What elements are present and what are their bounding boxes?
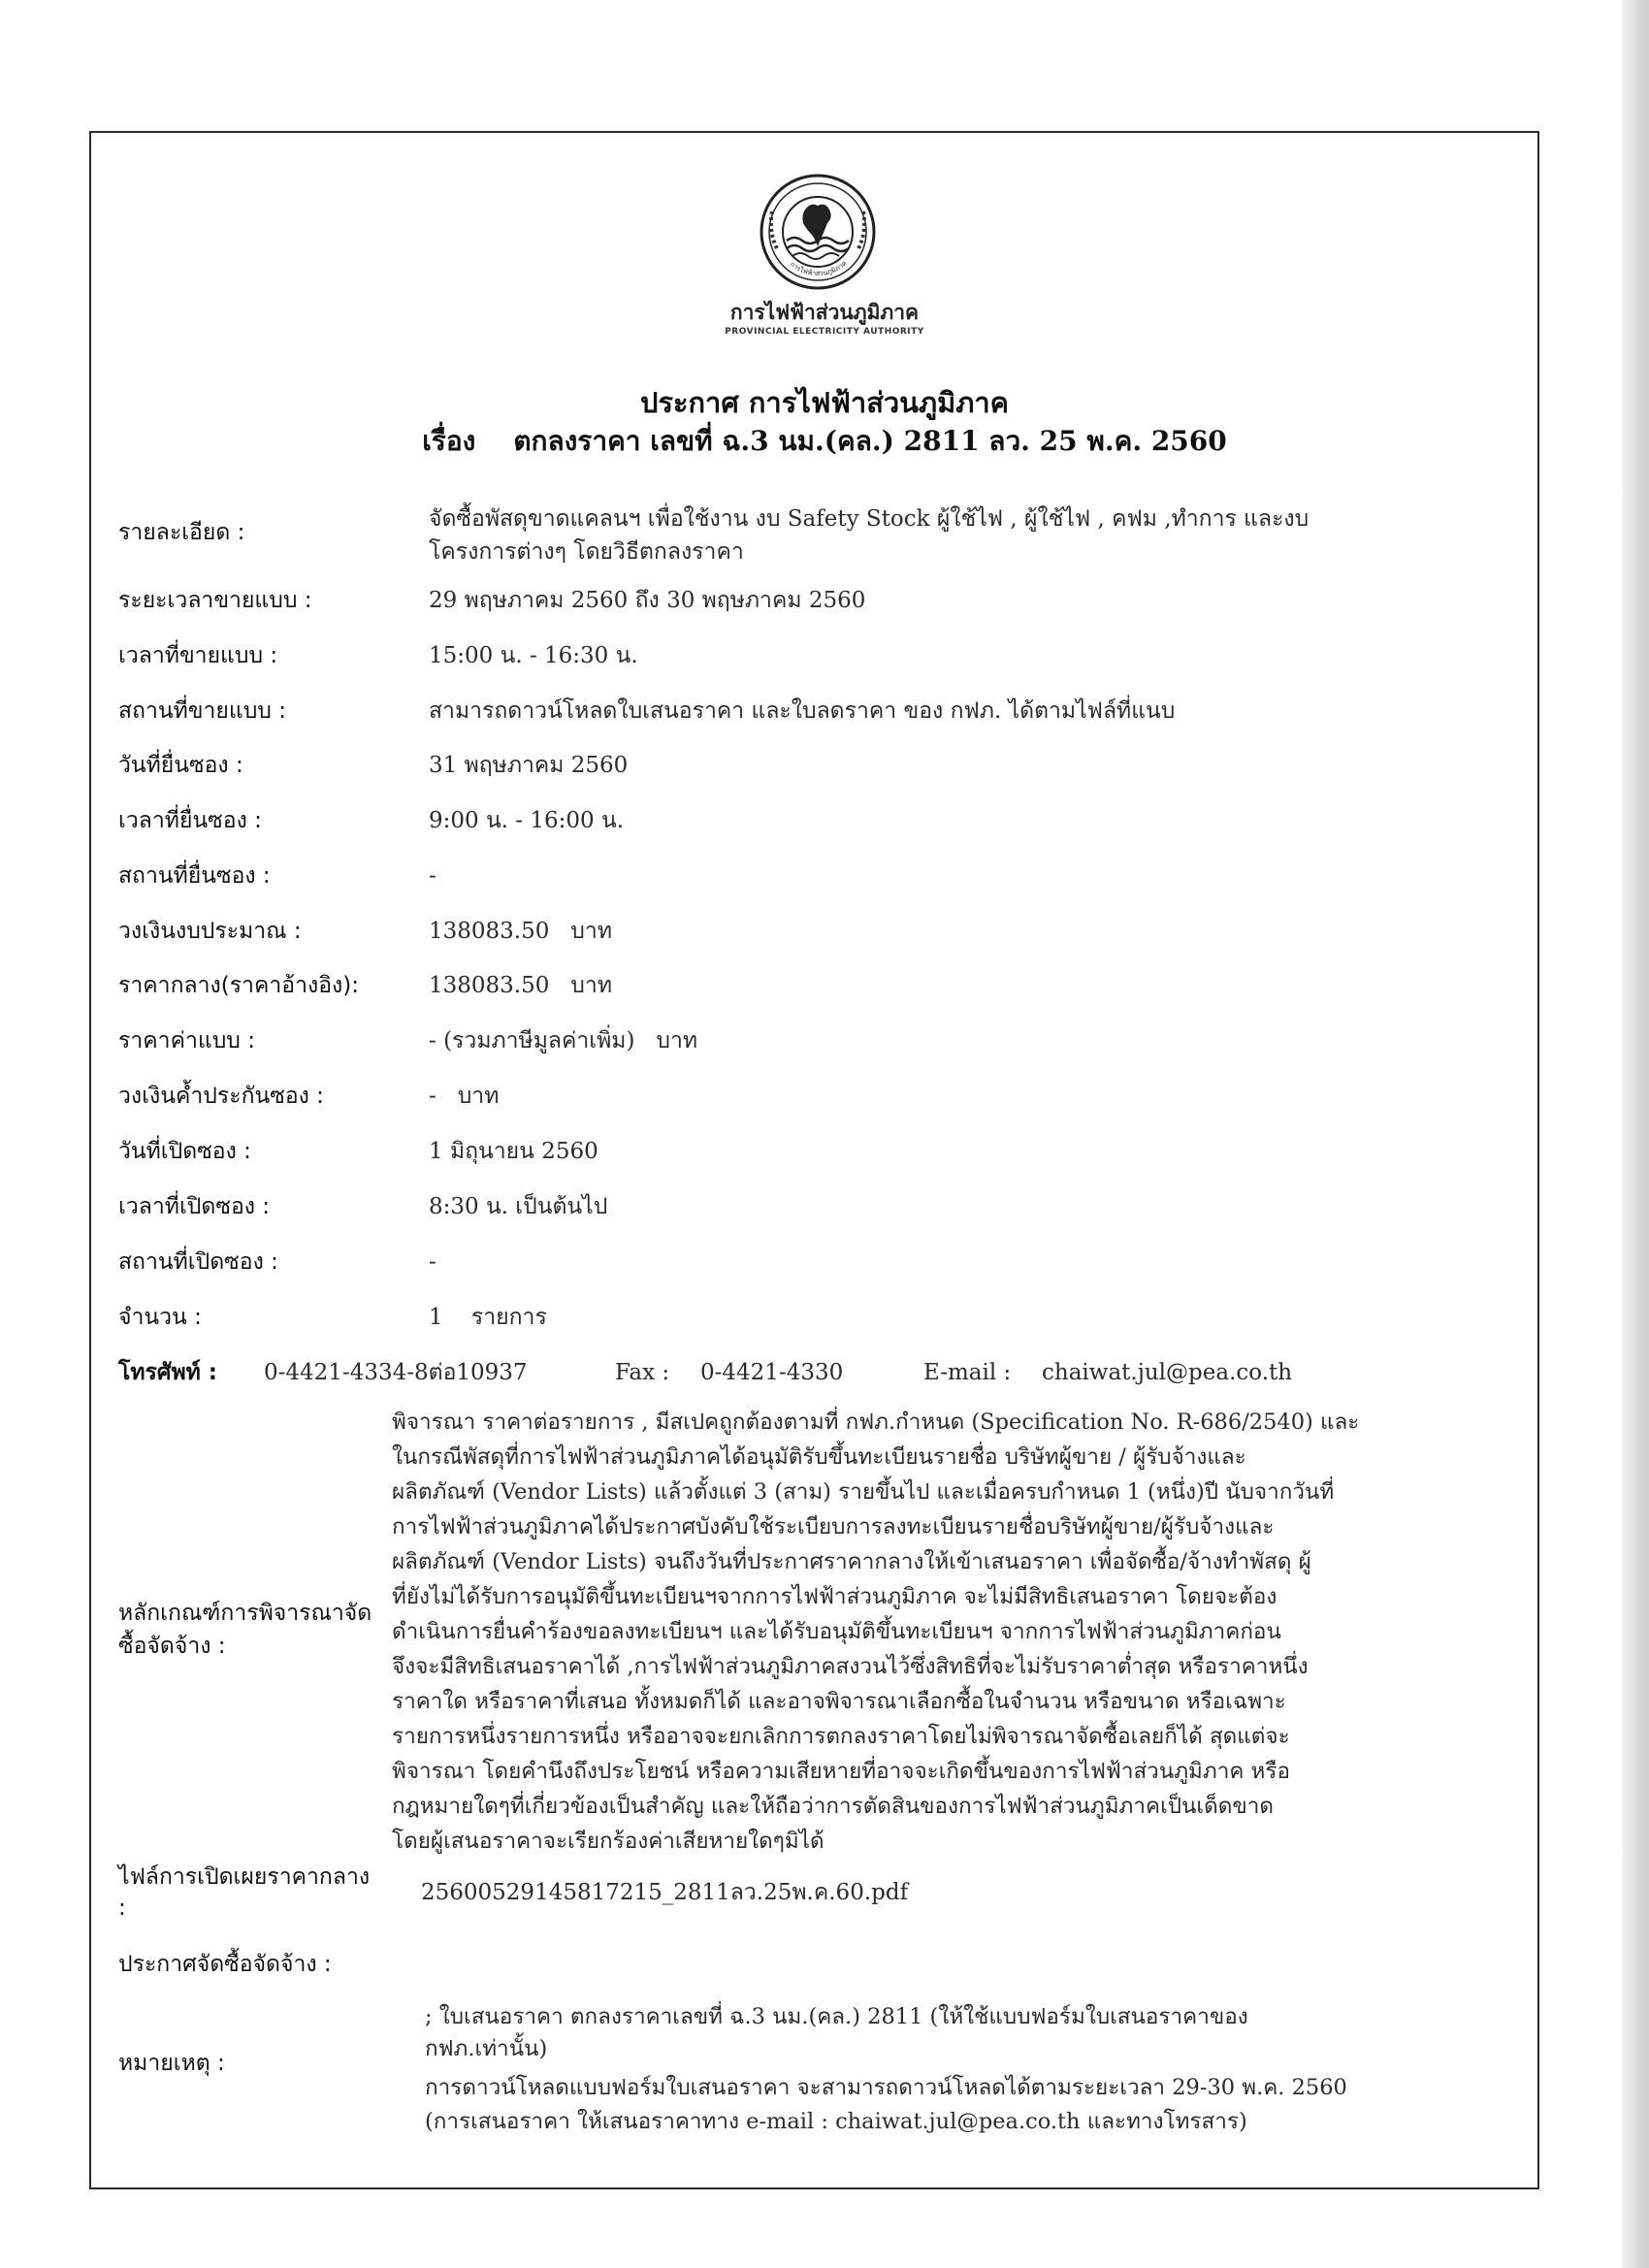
criteria-line-7: ดำเนินการยื่นคำร้องขอลงทะเบียนฯ และได้รับอนุมัติขึ้นทะเบียนฯ จากการไฟฟ้าส่วนภูมิภาคก่อน <box>392 1619 1281 1644</box>
criteria-label-line-2: ซื้อจัดจ้าง : <box>118 1634 226 1659</box>
email-value[interactable]: chaiwat.jul@pea.co.th <box>1042 1360 1293 1385</box>
doc-price-label: ราคาค่าแบบ : <box>118 1028 255 1053</box>
org-name-th: การไฟฟ้าส่วนภูมิภาค <box>729 301 920 324</box>
sale-period-value: 29 พฤษภาคม 2560 ถึง 30 พฤษภาคม 2560 <box>429 588 866 613</box>
phone-value: 0-4421-4334-8ต่อ10937 <box>264 1360 528 1385</box>
sale-time-value: 15:00 น. - 16:30 น. <box>429 643 638 668</box>
criteria-line-2: ในกรณีพัสดุที่การไฟฟ้าส่วนภูมิภาคได้อนุมัติรับขึ้นทะเบียนรายชื่อ บริษัทผู้ขาย / ผู้รับจ้างและ <box>392 1444 1246 1470</box>
description-label: รายละเอียด : <box>118 520 245 545</box>
description-line-1: จัดซื้อพัสดุขาดแคลนฯ เพื่อใช้งาน งบ Safety Stock ผู้ใช้ไฟ , ผู้ใช้ไฟ , คฟม ,ทำการ และงบ <box>429 506 1310 532</box>
submit-time-label: เวลาที่ยื่นซอง : <box>118 808 262 833</box>
doc-price-value: - (รวมภาษีมูลค่าเพิ่ม) บาท <box>429 1028 698 1053</box>
subject-text: ตกลงราคา เลขที่ ฉ.3 นม.(คล.) 2811 ลว. 25 พ.ค. 2560 <box>513 425 1227 457</box>
phone-label: โทรศัพท์ : <box>118 1360 217 1385</box>
sale-time-label: เวลาที่ขายแบบ : <box>118 643 278 668</box>
announcement-subject <box>0 420 1649 463</box>
submit-place-value: - <box>429 863 436 889</box>
open-time-value: 8:30 น. เป็นต้นไป <box>429 1194 608 1219</box>
email-label: E-mail : <box>923 1360 1012 1385</box>
submit-place-label: สถานที่ยื่นซอง : <box>118 863 271 889</box>
open-place-label: สถานที่เปิดซอง : <box>118 1249 278 1275</box>
org-name-en: PROVINCIAL ELECTRICITY AUTHORITY <box>725 327 924 337</box>
description-line-2: โครงการต่างๆ โดยวิธีตกลงราคา <box>429 539 744 565</box>
sale-period-label: ระยะเวลาขายแบบ : <box>118 588 312 613</box>
remarks-line-4: (การเสนอราคา ให้เสนอราคาทาง e-mail : chaiwat.jul@pea.co.th และทางโทรสาร) <box>425 2109 1247 2134</box>
median-price-label: ราคากลาง(ราคาอ้างอิง): <box>118 973 360 998</box>
remarks-line-2: กฟภ.เท่านั้น) <box>425 2036 548 2061</box>
quantity-label: จำนวน : <box>118 1305 202 1330</box>
submit-time-value: 9:00 น. - 16:00 น. <box>429 808 625 833</box>
bid-bond-value: - บาท <box>429 1084 500 1109</box>
budget-label: วงเงินงบประมาณ : <box>118 919 302 944</box>
criteria-line-10: รายการหนึ่งรายการหนึ่ง หรืออาจจะยกเลิกการตกลงราคาโดยไม่พิจารณาจัดซื้อเลยก็ได้ สุดแต่จะ <box>392 1724 1290 1749</box>
open-time-label: เวลาที่เปิดซอง : <box>118 1194 271 1219</box>
open-place-value: - <box>429 1249 436 1275</box>
procurement-label: ประกาศจัดซื้อจัดจ้าง : <box>118 1952 332 1977</box>
quantity-value: 1 รายการ <box>429 1305 547 1330</box>
pea-logo-icon <box>759 173 877 291</box>
remarks-label: หมายเหตุ : <box>118 2051 225 2076</box>
budget-value: 138083.50 บาท <box>429 919 612 944</box>
criteria-line-5: ผลิตภัณฑ์ (Vendor Lists) จนถึงวันที่ประกาศราคากลางให้เข้าเสนอราคา เพื่อจัดซื้อ/จ้างทำพัสดุ ผู้ <box>392 1549 1311 1574</box>
criteria-line-1: พิจารณา ราคาต่อรายการ , มีสเปคถูกต้องตามที่ กฟภ.กำหนด (Specification No. R-686/2540) และ <box>392 1409 1360 1435</box>
submit-date-label: วันที่ยื่นซอง : <box>118 753 243 778</box>
criteria-line-8: จึงจะมีสิทธิเสนอราคาได้ ,การไฟฟ้าส่วนภูมิภาคสงวนไว้ซึ่งสิทธิที่จะไม่รับราคาต่ำสุด หรือราคาหนึ่ง <box>392 1654 1309 1679</box>
scan-edge-shadow <box>1622 0 1649 2268</box>
median-file-link[interactable]: 25600529145817215_2811ลว.25พ.ค.60.pdf <box>421 1880 909 1905</box>
criteria-line-6: ที่ยังไม่ได้รับการอนุมัติขึ้นทะเบียนฯจากการไฟฟ้าส่วนภูมิภาค จะไม่มีสิทธิเสนอราคา โดยจะต้อง <box>392 1584 1277 1609</box>
remarks-line-3: การดาวน์โหลดแบบฟอร์มใบเสนอราคา จะสามารถดาวน์โหลดได้ตามระยะเวลา 29-30 พ.ค. 2560 <box>425 2075 1347 2100</box>
median-price-value: 138083.50 บาท <box>429 973 612 998</box>
criteria-line-11: พิจารณา โดยคำนึงถึงประโยชน์ หรือความเสียหายที่อาจจะเกิดขึ้นของการไฟฟ้าส่วนภูมิภาค หรือ <box>392 1759 1290 1784</box>
criteria-line-13: โดยผู้เสนอราคาจะเรียกร้องค่าเสียหายใดๆมิได้ <box>392 1829 824 1854</box>
criteria-line-3: ผลิตภัณฑ์ (Vendor Lists) แล้วตั้งแต่ 3 (สาม) รายขึ้นไป และเมื่อครบกำหนด 1 (หนึ่ง)ปี นับจากวันที่ <box>392 1479 1335 1505</box>
submit-date-value: 31 พฤษภาคม 2560 <box>429 753 629 778</box>
sale-place-value: สามารถดาวน์โหลดใบเสนอราคา และใบลดราคา ของ กฟภ. ได้ตามไฟล์ที่แนบ <box>429 698 1176 724</box>
fax-label: Fax : <box>615 1360 670 1385</box>
fax-value: 0-4421-4330 <box>700 1360 844 1385</box>
bid-bond-label: วงเงินค้ำประกันซอง : <box>118 1084 324 1109</box>
criteria-label-line-1: หลักเกณฑ์การพิจารณาจัด <box>118 1601 372 1626</box>
open-date-value: 1 มิถุนายน 2560 <box>429 1139 598 1164</box>
median-file-label-line-1: ไฟล์การเปิดเผยราคากลาง <box>118 1864 371 1890</box>
logo-ring-text: การไฟฟ้าส่วนภูมิภาค <box>788 259 849 278</box>
sale-place-label: สถานที่ขายแบบ : <box>118 698 286 724</box>
median-file-label-line-2: : <box>118 1895 126 1921</box>
subject-label: เรื่อง <box>422 425 476 457</box>
criteria-line-12: กฎหมายใดๆที่เกี่ยวข้องเป็นสำคัญ และให้ถือว่าการตัดสินของการไฟฟ้าส่วนภูมิภาคเป็นเด็ดขาด <box>392 1794 1274 1819</box>
criteria-line-4: การไฟฟ้าส่วนภูมิภาคได้ประกาศบังคับใช้ระเบียบการลงทะเบียนรายชื่อบริษัทผู้ขาย/ผู้รับจ้างและ <box>392 1514 1275 1539</box>
open-date-label: วันที่เปิดซอง : <box>118 1139 251 1164</box>
remarks-line-1: ; ใบเสนอราคา ตกลงราคาเลขที่ ฉ.3 นม.(คล.) 2811 (ให้ใช้แบบฟอร์มใบเสนอราคาของ <box>425 2004 1248 2029</box>
criteria-line-9: ราคาใด หรือราคาที่เสนอ ทั้งหมดก็ได้ และอาจพิจารณาเลือกซื้อในจำนวน หรือขนาด หรือเฉพาะ <box>392 1689 1286 1714</box>
announcement-title: ประกาศ การไฟฟ้าส่วนภูมิภาค <box>639 386 1010 419</box>
